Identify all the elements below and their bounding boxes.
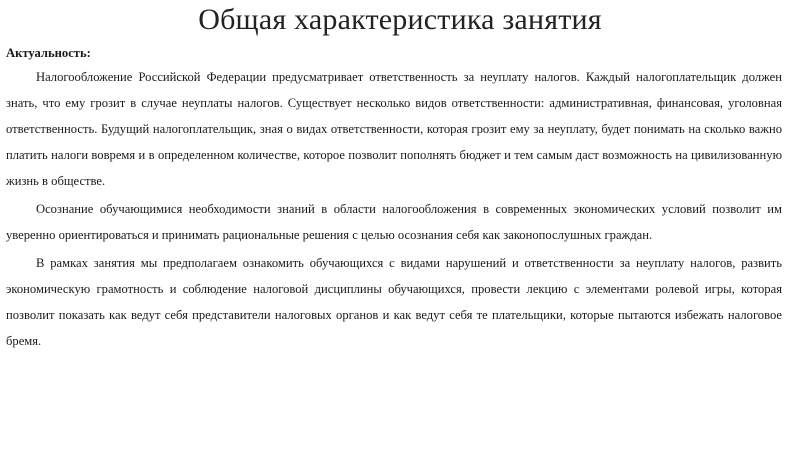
paragraph-awareness: Осознание обучающимися необходимости знаний в области налогообложения в современных экономических условий позволит им уверенно ориентироваться и принимать рациональные решения с целью осознания себя как законопослушных граждан.	[6, 202, 782, 242]
paragraph-lesson-plan: В рамках занятия мы предполагаем ознакомить обучающихся с видами нарушений и ответственности за неуплату налогов, развить экономическую грамотность и соблюдение налоговой дисциплины обучающихся, провести лекцию с элементами ролевой игры, которая позволит показать как ведут себя представители налоговых органов и как ведут себя те плательщики, которые пытаются избежать налоговое бремя.	[6, 256, 782, 348]
slide-content	[6, 42, 782, 354]
slide-title: Общая характеристика занятия	[198, 3, 602, 36]
section-subtitle: Актуальность:	[6, 46, 91, 60]
paragraph-relevance: Налогообложение Российской Федерации предусматривает ответственность за неуплату налогов. Каждый налогоплательщик должен знать, что ему грозит в случае неуплаты налогов. Существует несколько видов ответственности: административная, финансовая, уголовная ответственность. Будущий налогоплательщик, зная о видах ответственности, которая грозит ему за неуплату, будет понимать на сколько важно платить налоги вовремя и в определенном количестве, которое позволит пополнять бюджет и тем самым даст возможность на цивилизованную жизнь в обществе.	[6, 70, 782, 188]
